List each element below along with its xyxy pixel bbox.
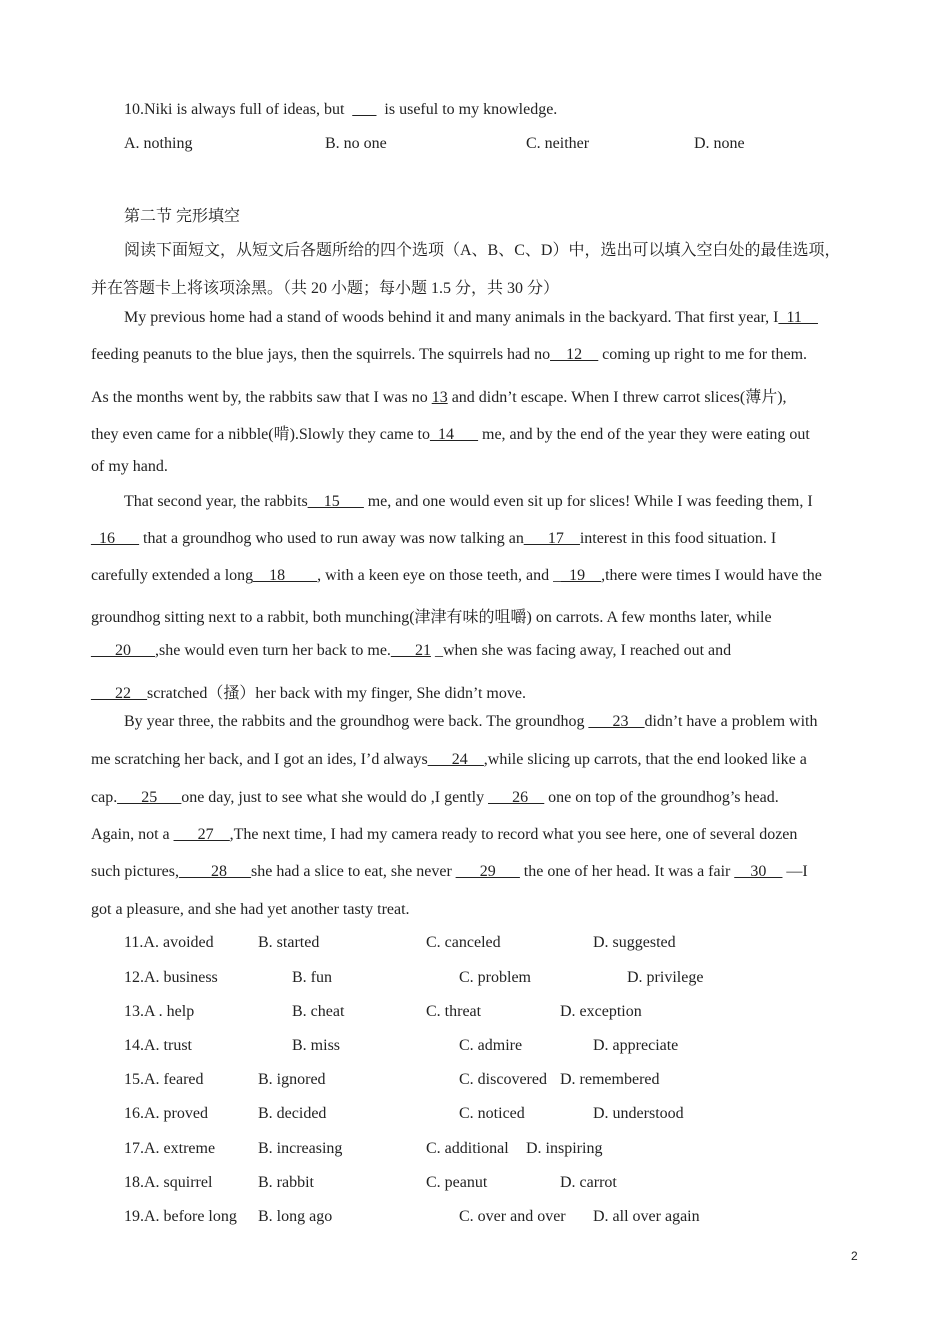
choice-c: C. discovered: [459, 1071, 547, 1088]
choice-num: 11.: [124, 934, 144, 951]
choice-a: [124, 1003, 194, 1021]
choice-a-text: A. feared: [144, 1071, 204, 1088]
choice-num: 15.: [124, 1071, 144, 1088]
passage-text: of my hand.: [91, 458, 168, 475]
passage-text: got a pleasure, and she had yet another tasty treat.: [91, 901, 410, 918]
passage-line: [124, 493, 813, 511]
q10-option-a: A. nothing: [124, 135, 193, 152]
choice-a: [124, 969, 218, 987]
passage-line: [91, 567, 822, 585]
blank-15: __15___: [307, 493, 364, 510]
passage-text: Again, not a: [91, 826, 170, 843]
passage-line: [91, 384, 787, 407]
choice-num: 14.: [124, 1037, 144, 1054]
choice-c: C. peanut: [426, 1174, 488, 1191]
passage-line: [91, 421, 810, 444]
blank-28: ____28___: [178, 863, 251, 880]
choice-a-text: A. trust: [144, 1037, 192, 1054]
passage-text: _when she was facing away, I reached out and: [434, 642, 732, 659]
passage-text: As the months went by, the rabbits saw that I was no: [91, 389, 428, 406]
passage-text: ,The next time, I had my camera ready to record what you see here, one of several dozen: [229, 826, 798, 843]
choice-num: 12.: [124, 969, 144, 986]
passage-line: [91, 458, 168, 476]
choice-d: D. remembered: [560, 1071, 660, 1088]
q10-option-b: B. no one: [325, 135, 387, 152]
passage-line: [91, 642, 731, 660]
passage-line: [124, 713, 817, 731]
section-instruction-line1: 阅读下面短文，从短文后各题所给的四个选项（A、B、C、D）中，选出可以填入空白处的最佳选项，: [124, 242, 841, 259]
blank-21: ___21: [390, 642, 431, 659]
choice-a-text: A. business: [144, 969, 218, 986]
blank-14: _14___: [430, 426, 478, 443]
passage-text: groundhog sitting next to a rabbit, both munching(津津有味的咀嚼) on carrots. A few months later, while: [91, 609, 772, 626]
choice-a: [124, 1140, 215, 1158]
passage-line: [91, 751, 807, 769]
choice-c: C. additional: [426, 1140, 509, 1157]
q10-option-d: D. none: [694, 135, 745, 152]
choice-a: [124, 1071, 204, 1089]
passage-text: the one of her head. It was a fair: [523, 863, 731, 880]
passage-text: me, and one would even sit up for slices! While I was feeding them, I: [367, 493, 813, 510]
choice-c: C. admire: [459, 1037, 523, 1054]
choice-d: D. exception: [560, 1003, 642, 1020]
choice-a: [124, 934, 214, 952]
choice-num: 13.: [124, 1003, 144, 1020]
passage-text: My previous home had a stand of woods behind it and many animals in the backyard. That first year, I: [124, 309, 779, 326]
choice-a: [124, 1208, 237, 1226]
choice-a-text: A. squirrel: [144, 1174, 213, 1191]
choice-c: C. noticed: [459, 1105, 525, 1122]
blank-29: ___29___: [455, 863, 520, 880]
section-instruction-line2: 并在答题卡上将该项涂黑。（共 20 小题；每小题 1.5 分，共 30 分）: [91, 280, 560, 297]
passage-text: one day, just to see what she would do ,I gently: [181, 789, 485, 806]
blank-18: __18____: [253, 567, 318, 584]
choice-num: 17.: [124, 1140, 144, 1157]
choice-b: B. started: [258, 934, 320, 951]
passage-text: feeding peanuts to the blue jays, then the squirrels. The squirrels had no: [91, 346, 551, 363]
passage-line: [91, 789, 779, 807]
passage-text: coming up right to me for them.: [602, 346, 808, 363]
passage-text: and didn’t escape. When I threw carrot slices(薄片),: [451, 389, 787, 406]
choice-b: B. cheat: [292, 1003, 345, 1020]
passage-line: [91, 530, 776, 548]
passage-text: ,she would even turn her back to me.: [155, 642, 391, 659]
blank-25: ___25___: [117, 789, 182, 806]
passage-line: [124, 309, 818, 327]
blank-11: _11__: [778, 309, 818, 326]
passage-text: —I: [786, 863, 808, 880]
choice-num: 16.: [124, 1105, 144, 1122]
choice-b: B. long ago: [258, 1208, 333, 1225]
choice-num: 19.: [124, 1208, 144, 1225]
blank-13: 13: [431, 389, 448, 406]
q10-blank: ___: [352, 101, 377, 118]
blank-23: ___23__: [588, 713, 645, 730]
passage-line: [91, 346, 807, 364]
passage-text: ,there were times I would have the: [601, 567, 822, 584]
passage-text: That second year, the rabbits: [124, 493, 308, 510]
choice-d: D. privilege: [627, 969, 704, 986]
choice-b: B. ignored: [258, 1071, 326, 1088]
passage-text: one on top of the groundhog’s head.: [548, 789, 779, 806]
choice-d: D. suggested: [593, 934, 676, 951]
choice-d: D. carrot: [560, 1174, 617, 1191]
choice-c: C. canceled: [426, 934, 501, 951]
passage-text: interest in this food situation. I: [579, 530, 777, 547]
choice-c: C. over and over: [459, 1208, 566, 1225]
passage-line: [91, 863, 808, 881]
choice-a-text: A . help: [144, 1003, 195, 1020]
passage-text: me, and by the end of the year they were eating out: [482, 426, 810, 443]
choice-b: B. increasing: [258, 1140, 343, 1157]
section-title: 第二节 完形填空: [124, 208, 241, 225]
q10-stem-pre: 10.Niki is always full of ideas, but: [124, 101, 345, 118]
blank-22: ___22__: [91, 685, 147, 702]
passage-text: me scratching her back, and I got an ides, I’d always: [91, 751, 428, 768]
choice-b: B. fun: [292, 969, 332, 986]
passage-text: scratched（搔）her back with my finger, She didn’t move.: [147, 685, 526, 702]
passage-text: carefully extended a long: [91, 567, 254, 584]
passage-line: [91, 680, 526, 703]
choice-num: 18.: [124, 1174, 144, 1191]
choice-a-text: A. before long: [144, 1208, 237, 1225]
blank-26: ___26__: [488, 789, 545, 806]
passage-text: By year three, the rabbits and the groundhog were back. The groundhog: [124, 713, 585, 730]
choice-d: D. inspiring: [526, 1140, 603, 1157]
choice-a: [124, 1174, 212, 1192]
passage-text: that a groundhog who used to run away was now talking an: [143, 530, 524, 547]
choice-a: [124, 1037, 192, 1055]
passage-text: such pictures,: [91, 863, 179, 880]
choice-d: D. understood: [593, 1105, 684, 1122]
blank-19: _19__: [561, 567, 602, 584]
choice-c: C. threat: [426, 1003, 482, 1020]
question-10-stem: [124, 101, 557, 119]
blank-27: ___27__: [173, 826, 230, 843]
passage-text: they even came for a nibble(啃).Slowly they came to: [91, 426, 430, 443]
passage-line: [91, 901, 410, 919]
blank-30: __30__: [734, 863, 783, 880]
choice-a: [124, 1105, 208, 1123]
blank-24: ___24__: [427, 751, 484, 768]
choice-b: B. rabbit: [258, 1174, 314, 1191]
passage-text: she had a slice to eat, she never: [250, 863, 452, 880]
q10-option-c: C. neither: [526, 135, 590, 152]
choice-c: C. problem: [459, 969, 531, 986]
choice-b: B. miss: [292, 1037, 341, 1054]
passage-text: ,while slicing up carrots, that the end looked like a: [483, 751, 807, 768]
page-number: 2: [851, 1249, 858, 1263]
choice-a-text: A. extreme: [144, 1140, 216, 1157]
q10-stem-post: is useful to my knowledge.: [384, 101, 558, 118]
choice-a-text: A. proved: [144, 1105, 208, 1122]
choice-a-text: A. avoided: [143, 934, 214, 951]
choice-b: B. decided: [258, 1105, 327, 1122]
blank-17: ___17__: [523, 530, 580, 547]
passage-line: [91, 604, 772, 627]
passage-line: [91, 826, 797, 844]
passage-text: cap.: [91, 789, 118, 806]
choice-d: D. all over again: [593, 1208, 700, 1225]
blank-20: ___20___: [91, 642, 155, 659]
passage-text: didn’t have a problem with: [644, 713, 818, 730]
blank-12: __12__: [550, 346, 599, 363]
blank-16: _16___: [91, 530, 139, 547]
choice-d: D. appreciate: [593, 1037, 679, 1054]
passage-text: , with a keen eye on those teeth, and _: [317, 567, 562, 584]
